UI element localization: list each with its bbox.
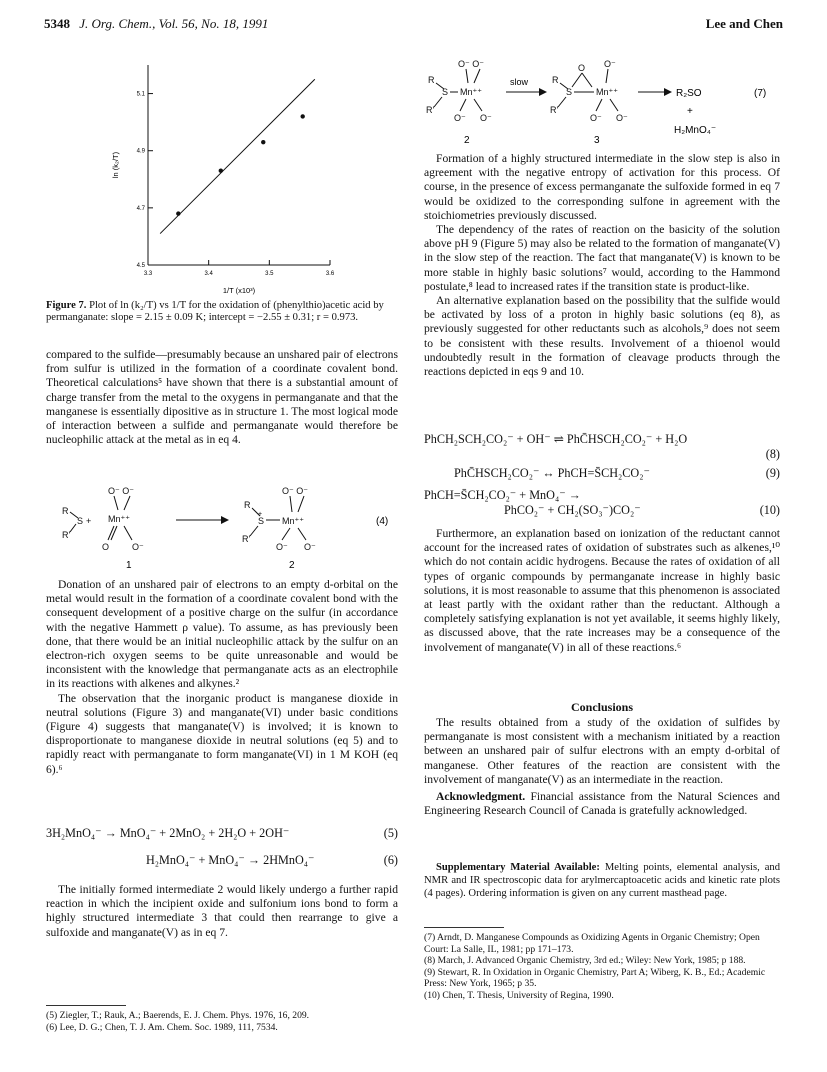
acknowledgment bbox=[424, 790, 780, 818]
product-sulfoxide: R₂SO bbox=[676, 88, 702, 99]
paragraph: The results obtained from a study of the oxidation of sulfides by permanganate is most consistent with a mechanism initiated by a reaction between an unshared pair of sulfur electrons with an empty d-orbital of manganese. Other features of the reaction are consistent with the involvement of manganate(V) as an intermediate in the reaction. bbox=[424, 716, 780, 786]
left-column-end bbox=[46, 883, 398, 940]
equation-number: (5) bbox=[383, 826, 398, 840]
product-manganate: H₂MnO₄⁻ bbox=[674, 125, 717, 136]
svg-text:R': R' bbox=[242, 534, 251, 544]
svg-text:O⁻: O⁻ bbox=[276, 542, 288, 552]
svg-text:O: O bbox=[578, 63, 586, 73]
data-point bbox=[219, 169, 223, 173]
equation-9 bbox=[424, 466, 780, 484]
figure-7 bbox=[80, 55, 360, 305]
svg-text:O⁻: O⁻ bbox=[480, 113, 492, 123]
acknowledgment-text: Financial assistance from the Natural Sciences and Engineering Research Council of Canada is gratefully acknowledged. bbox=[424, 790, 780, 818]
structure-label: 1 bbox=[126, 560, 132, 570]
left-footnotes bbox=[46, 1010, 398, 1033]
equation-5 bbox=[46, 826, 398, 844]
supplementary-material bbox=[424, 862, 780, 900]
equation-7 bbox=[424, 55, 780, 155]
paragraph: The initially formed intermediate 2 would likely undergo a further rapid reaction in which the incipient oxide and sulfonium ions bond to form a highly structured intermediate 3 that could then rearrange to give a sulfoxide and manganate(V) as in eq 7. bbox=[46, 883, 398, 939]
svg-text:+: + bbox=[86, 516, 92, 526]
right-footnotes bbox=[424, 932, 780, 1002]
equation-text: H₂MnO₄⁻ + MnO₄⁻ → 2HMnO₄⁻ bbox=[146, 853, 315, 867]
arrhenius-plot bbox=[80, 55, 360, 305]
structure-label: 2 bbox=[464, 135, 470, 146]
footnote-rule bbox=[46, 1005, 126, 1006]
acknowledgment-label: Acknowledgment. bbox=[436, 790, 526, 804]
paragraph: compared to the sulfide—presumably because an unshared pair of electrons from sulfur is utilized in the formation of a coordinate covalent bond. Theoretical calculations⁵ have shown that there is a substantial amount of charge transfer from the metal to the oxygens in permanganate and that the manganese is essentially dipositive as in structure 1. The most logical mode of interaction between a sulfide and permanganate would therefore be nucleophilic attack at the metal as in eq 4. bbox=[46, 348, 398, 447]
equation-4-structures bbox=[46, 480, 398, 570]
svg-text:Mn⁺⁺: Mn⁺⁺ bbox=[596, 87, 619, 97]
svg-text:O⁻: O⁻ bbox=[590, 113, 602, 123]
svg-text:O⁻: O⁻ bbox=[616, 113, 628, 123]
structure-label: 3 bbox=[594, 135, 600, 146]
left-column bbox=[46, 348, 398, 447]
paragraph: The observation that the inorganic product is manganese dioxide in neutral solutions (Figure 3) and manganate(VI) under basic conditions (Figure 4) suggests that manganate(V) is involved; it is known to disproportionate to manganese dioxide in neutral solutions (eq 5) and to rapidly react with permanganate to form manganate(VI) in 1 M KOH (eq 6).⁶ bbox=[46, 691, 398, 776]
svg-text:Mn⁺⁺: Mn⁺⁺ bbox=[282, 516, 305, 526]
right-column bbox=[424, 152, 780, 379]
journal-citation: J. Org. Chem., Vol. 56, No. 18, 1991 bbox=[79, 16, 269, 31]
author-names: Lee and Chen bbox=[705, 16, 783, 31]
page-number: 5348 bbox=[44, 16, 70, 31]
data-point bbox=[261, 140, 265, 144]
equation-number: (10) bbox=[759, 503, 780, 517]
y-tick-label: 4.9 bbox=[136, 148, 145, 155]
equation-4 bbox=[46, 480, 398, 570]
paragraph: The dependency of the rates of reaction on the basicity of the solution above pH 9 (Figure 5) may also be related to the formation of manganate(V) in the slow step of the reaction. The fact that manganate(V) is known to be more stable in highly basic solutions⁷ would, according to the Hammond postulate,⁸ lead to increased rates if the transition state is product-like. bbox=[424, 223, 780, 293]
equation-number: (6) bbox=[383, 853, 398, 867]
paragraph: An alternative explanation based on the possibility that the sulfide would be activated by loss of a proton in highly basic solutions (eq 8), as previously suggested for other reductants such as alcohols,⁹ does not seem to be consistent with these results. Involvement of a thioenol would undoubtedly result in the formation of cleavage products through the reactions depicted in eqs 9 and 10. bbox=[424, 294, 780, 379]
structure-label: 2 bbox=[289, 560, 295, 570]
right-column-continued bbox=[424, 527, 780, 655]
equation-number: (7) bbox=[754, 88, 767, 99]
equation-number: (8) bbox=[765, 447, 780, 461]
y-axis-label: ln (k₂/T) bbox=[111, 151, 120, 179]
x-tick-label: 3.6 bbox=[325, 271, 335, 277]
equation-number: (9) bbox=[765, 466, 780, 480]
equation-7-structures bbox=[424, 55, 780, 155]
svg-text:R': R' bbox=[62, 530, 71, 540]
svg-text:R: R bbox=[244, 500, 251, 510]
equation-text: PhC̄HSCH₂CO₂⁻ ↔ PhCH=S̄CH₂CO₂⁻ bbox=[454, 466, 650, 480]
svg-text:S: S bbox=[566, 87, 573, 97]
svg-text:O⁻: O⁻ bbox=[304, 542, 316, 552]
x-tick-label: 3.3 bbox=[143, 271, 153, 277]
svg-text:O: O bbox=[102, 542, 110, 552]
svg-text:R: R bbox=[552, 75, 559, 85]
section-heading: Conclusions bbox=[570, 700, 634, 714]
svg-text:O⁻: O⁻ bbox=[132, 542, 144, 552]
equation-10 bbox=[424, 488, 780, 524]
reference: (8) March, J. Advanced Organic Chemistry, 3rd ed.; Wiley: New York, 1985; p 188. bbox=[424, 955, 746, 967]
equation-text: PhCH₂SCH₂CO₂⁻ + OH⁻ ⇌ PhC̄HSCH₂CO₂⁻ + H₂O bbox=[424, 432, 688, 446]
footnote-rule bbox=[424, 927, 504, 928]
svg-text:O⁻ O⁻: O⁻ O⁻ bbox=[458, 59, 485, 69]
svg-text:O⁻: O⁻ bbox=[454, 113, 466, 123]
x-axis-label: 1/T (x10³) bbox=[222, 286, 256, 295]
supplementary-label: Supplementary Material Available: bbox=[436, 862, 600, 873]
svg-text:+: + bbox=[258, 511, 263, 518]
x-tick-label: 3.5 bbox=[265, 271, 274, 277]
svg-text:R': R' bbox=[426, 105, 435, 115]
reference: (7) Arndt, D. Manganese Compounds as Oxidizing Agents in Organic Chemistry; Open Court: La Salle, IL, 1981; pp 171–173. bbox=[424, 932, 760, 955]
x-tick-label: 3.4 bbox=[204, 271, 213, 277]
svg-text:Mn⁺⁺: Mn⁺⁺ bbox=[108, 514, 131, 524]
figure-7-caption bbox=[46, 300, 398, 325]
svg-text:Mn⁺⁺: Mn⁺⁺ bbox=[460, 87, 483, 97]
svg-text:R': R' bbox=[550, 105, 559, 115]
reference: (5) Ziegler, T.; Rauk, A.; Baerends, E. J. Chem. Phys. 1976, 16, 209. bbox=[46, 1010, 310, 1021]
svg-text:S: S bbox=[77, 516, 84, 526]
equation-text: PhCO₂⁻ + CH₂(SO₃⁻)CO₂⁻ bbox=[504, 503, 641, 517]
fit-line bbox=[160, 79, 315, 233]
slow-label: slow bbox=[510, 77, 529, 87]
figure-label: Figure 7. bbox=[46, 300, 87, 311]
svg-text:O⁻ O⁻: O⁻ O⁻ bbox=[282, 486, 309, 496]
svg-text:R: R bbox=[428, 75, 435, 85]
conclusions-section bbox=[424, 716, 780, 818]
reference: (9) Stewart, R. In Oxidation in Organic Chemistry, Part A; Wiberg, K. B., Ed.; Academic Press: New York, 1965; p 35. bbox=[424, 966, 766, 990]
paragraph: Formation of a highly structured intermediate in the slow step is also in agreement with the negative entropy of activation for this process. Of course, in the presence of excess permanganate the sulfoxide formed in eq 7 would be oxidized to the corresponding sulfone in agreement with the stoichiometries previously discussed. bbox=[424, 152, 780, 222]
reference: (10) Chen, T. Thesis, University of Regina, 1990. bbox=[424, 989, 614, 1001]
y-tick-label: 4.5 bbox=[136, 263, 145, 269]
data-point bbox=[176, 211, 180, 215]
svg-text:R: R bbox=[62, 506, 69, 516]
svg-text:O⁻ O⁻: O⁻ O⁻ bbox=[108, 486, 135, 496]
svg-text:O⁻: O⁻ bbox=[604, 59, 616, 69]
paragraph: Furthermore, an explanation based on ionization of the reductant cannot account for the increased rates of oxidation of substrates such as alkenes,¹⁰ which do not contain acidic hydrogens. Because the rates of oxidation of all types of organic compounds by permanganate increase in highly basic solutions, it is most reasonable to assume that this phenomenon is associated at least partly with the oxidant rather than the reductant. Although a completely satisfying explanation is not yet available, it seems highly likely, as discussed above, that the rate increases may be a consequence of the involvement of manganate(V) in all of these reactions.⁶ bbox=[424, 527, 780, 654]
running-header bbox=[44, 16, 783, 36]
plus-sign: + bbox=[687, 106, 693, 117]
equation-6 bbox=[46, 853, 398, 871]
figure-caption-text: Plot of ln (k₂/T) vs 1/T for the oxidation of (phenylthio)acetic acid by permanganate: slope = 2.15 ± 0.09 K; intercept = −2.55 ± 0.31; r = 0.973. bbox=[46, 300, 384, 324]
reference: (6) Lee, D. G.; Chen, T. J. Am. Chem. Soc. 1989, 111, 7534. bbox=[46, 1021, 278, 1033]
equation-number: (4) bbox=[376, 516, 389, 527]
supplementary-text: Melting points, elemental analysis, and NMR and IR spectroscopic data for arylmercaptoacetic acids and kinetic rate plots (4 pages). Ordering information is given on any current masthead page. bbox=[424, 862, 780, 899]
equation-text: 3H₂MnO₄⁻ → MnO₄⁻ + 2MnO₂ + 2H₂O + 2OH⁻ bbox=[46, 826, 290, 840]
left-column-continued bbox=[46, 578, 398, 777]
y-tick-label: 4.7 bbox=[136, 205, 145, 212]
svg-text:S: S bbox=[258, 516, 265, 526]
equation-8 bbox=[424, 432, 780, 464]
y-tick-label: 5.1 bbox=[136, 91, 145, 98]
paragraph: Donation of an unshared pair of electrons to an empty d-orbital on the metal would result in the formation of a coordinate covalent bond with the consequent development of a positive charge on the sulfur (in accordance with the negative Hammett ρ value). To assume, as has previously been done, that there would be an initial nucleophilic attack by the sulfur on an electron-rich oxygen seems to be quite unreasonable and would be inconsistent with the knowledge that permanganate acts as an electrophile in its reactions with alkenes and alkynes.² bbox=[46, 578, 398, 691]
svg-text:S: S bbox=[442, 87, 449, 97]
data-point bbox=[301, 114, 305, 118]
equation-text: PhCH=S̄CH₂CO₂⁻ + MnO₄⁻ → bbox=[424, 488, 581, 502]
